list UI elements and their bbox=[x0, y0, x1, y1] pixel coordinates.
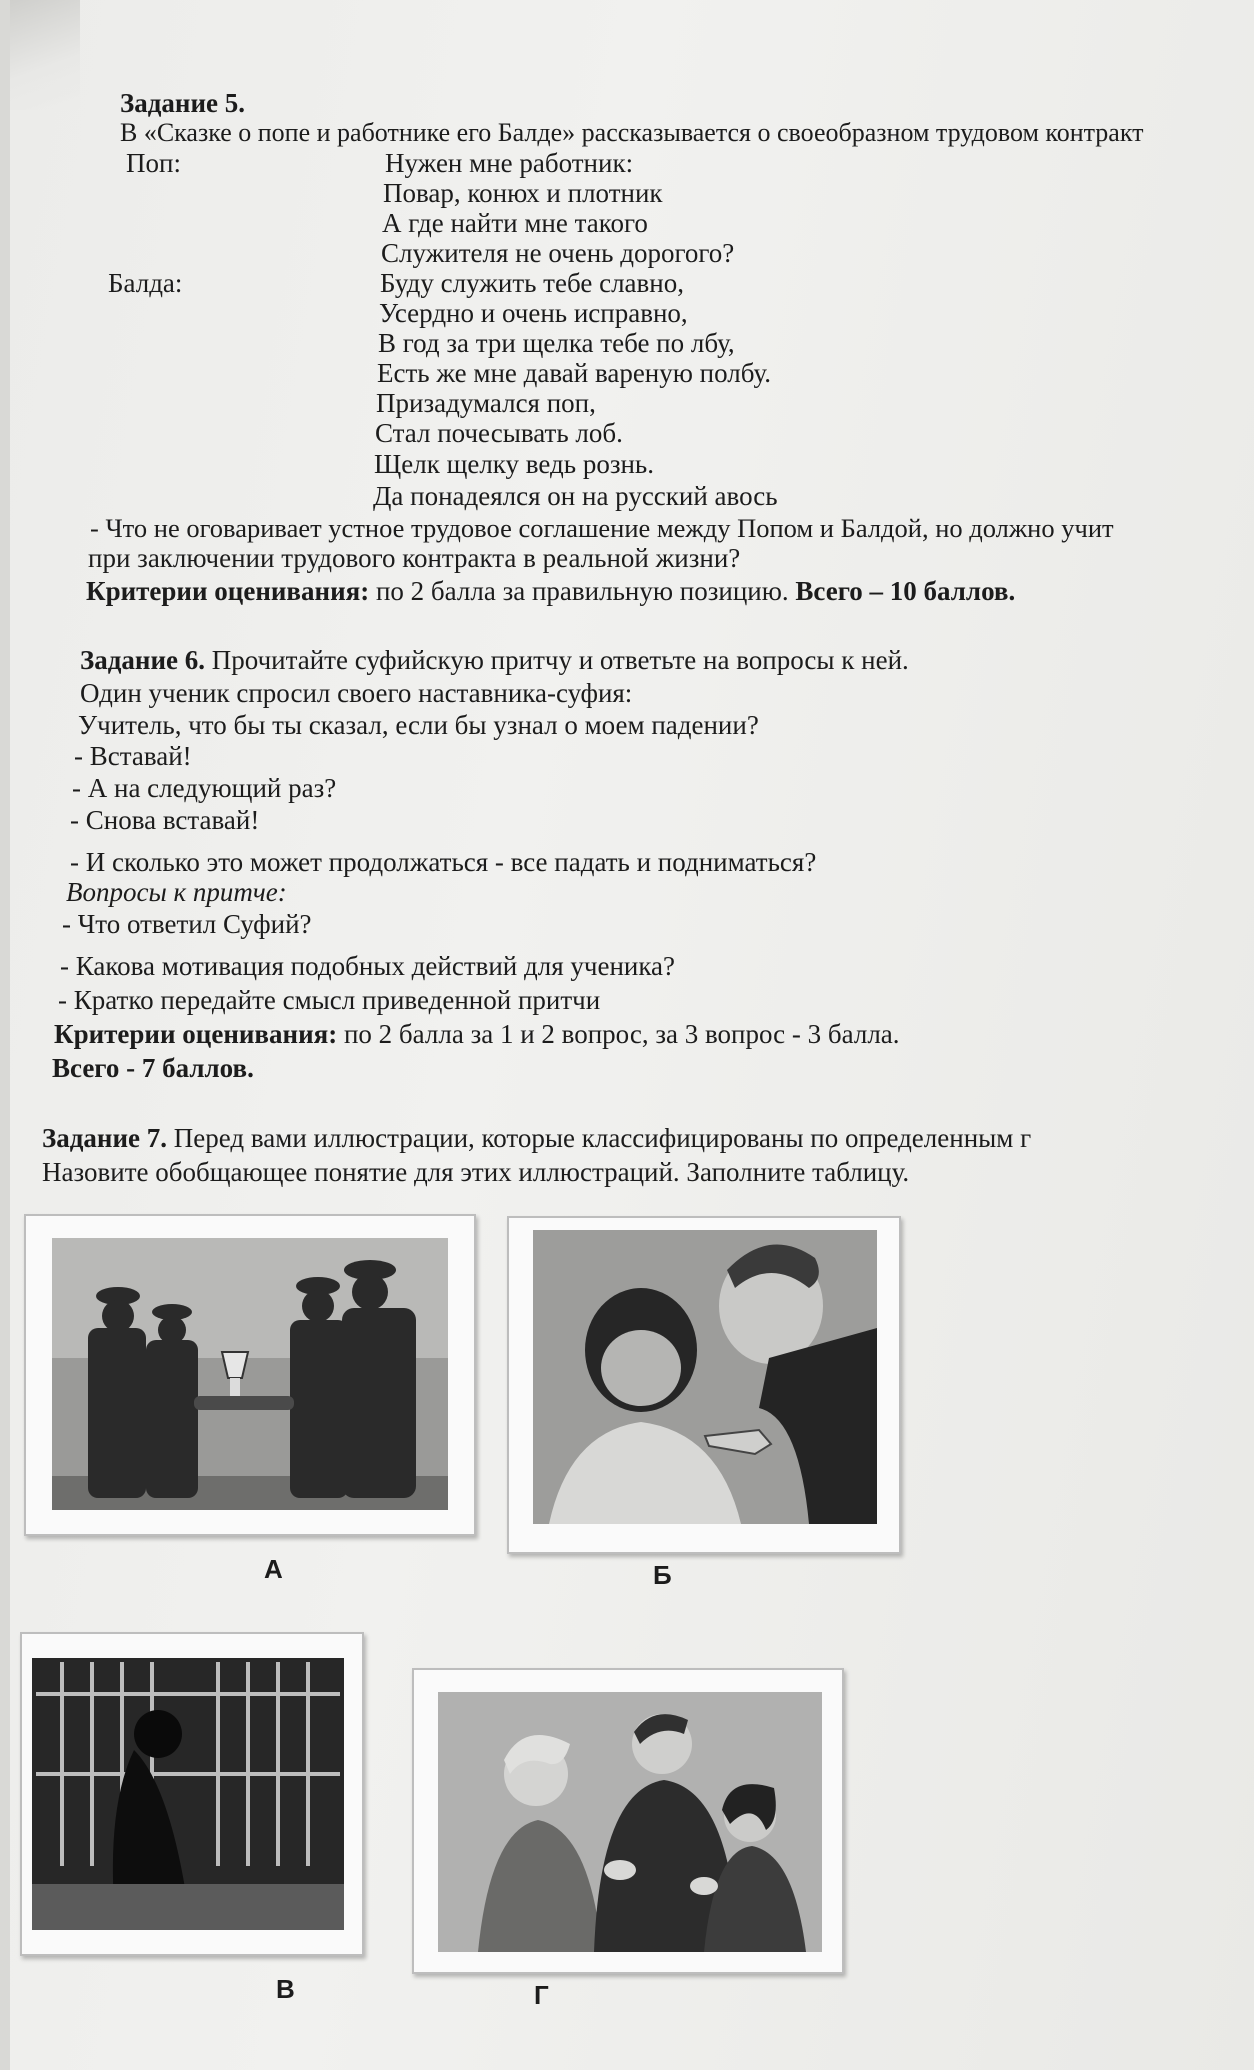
task5-intro: В «Сказке о попе и работнике его Балде» рассказывается о своеобразном трудовом контракт bbox=[120, 118, 1144, 147]
photo-c-prison bbox=[20, 1632, 364, 1956]
verse-line: Нужен мне работник: bbox=[385, 148, 634, 178]
task6-heading: Задание 6. Прочитайте суфийскую притчу и ответьте на вопросы к ней. bbox=[80, 645, 909, 675]
question-item: - Кратко передайте смысл приведенной притчи bbox=[58, 985, 601, 1015]
verse-line: Есть же мне давай вареную полбу. bbox=[377, 358, 771, 388]
page-fold-shadow bbox=[10, 0, 80, 110]
verse-line: Повар, конюх и плотник bbox=[383, 178, 663, 208]
speaker-pop: Поп: bbox=[126, 148, 181, 178]
task5-title: Задание 5. bbox=[120, 88, 246, 118]
parable-line: - И сколько это может продолжаться - все падать и подниматься? bbox=[70, 847, 817, 877]
speaker-balda: Балда: bbox=[108, 268, 183, 298]
verse-line: Стал почесывать лоб. bbox=[375, 418, 623, 448]
verse-line: Служителя не очень дорогого? bbox=[381, 238, 735, 268]
worksheet-page bbox=[10, 0, 1254, 2070]
task7-instruction: Назовите обобщающее понятие для этих иллюстраций. Заполните таблицу. bbox=[42, 1157, 910, 1187]
question-item: - Какова мотивация подобных действий для ученика? bbox=[60, 951, 676, 981]
photo-label-c: В bbox=[276, 1974, 295, 2004]
verse-line: Буду служить тебе славно, bbox=[380, 268, 684, 298]
parable-line: - Снова вставай! bbox=[70, 805, 260, 835]
parable-line: Учитель, что бы ты сказал, если бы узнал о моем падении? bbox=[78, 710, 759, 740]
task5-question-cont: при заключении трудового контракта в реальной жизни? bbox=[88, 543, 741, 573]
verse-line: А где найти мне такого bbox=[382, 208, 648, 238]
verse-line: Щелк щелку ведь рознь. bbox=[374, 449, 654, 479]
verse-line: В год за три щелка тебе по лбу, bbox=[378, 328, 735, 358]
task7-heading: Задание 7. Перед вами иллюстрации, которые классифицированы по определенным г bbox=[42, 1123, 1032, 1153]
parable-line: - А на следующий раз? bbox=[72, 773, 337, 803]
verse-line: Да понадеялся он на русский авось bbox=[373, 481, 778, 511]
photo-label-d: Г bbox=[534, 1980, 549, 2010]
task5-question: - Что не оговаривает устное трудовое соглашение между Попом и Балдой, но должно учит bbox=[90, 513, 1114, 543]
photo-label-b: Б bbox=[653, 1560, 672, 1590]
photo-d-applause bbox=[412, 1668, 844, 1974]
task6-criteria: Критерии оценивания: по 2 балла за 1 и 2 вопрос, за 3 вопрос - 3 балла. bbox=[54, 1019, 900, 1049]
photo-a-award-ceremony bbox=[24, 1214, 476, 1536]
photo-b-scolding bbox=[507, 1216, 901, 1554]
verse-line: Усердно и очень исправно, bbox=[379, 298, 688, 328]
question-item: - Что ответил Суфий? bbox=[62, 909, 312, 939]
parable-line: - Вставай! bbox=[74, 741, 192, 771]
photo-label-a: А bbox=[264, 1554, 283, 1584]
parable-line: Один ученик спросил своего наставника-суфия: bbox=[80, 678, 633, 708]
task6-total: Всего - 7 баллов. bbox=[52, 1053, 254, 1083]
task5-criteria: Критерии оценивания: по 2 балла за правильную позицию. Всего – 10 баллов. bbox=[86, 576, 1016, 606]
verse-line: Призадумался поп, bbox=[376, 388, 596, 418]
questions-heading: Вопросы к притче: bbox=[66, 877, 287, 907]
